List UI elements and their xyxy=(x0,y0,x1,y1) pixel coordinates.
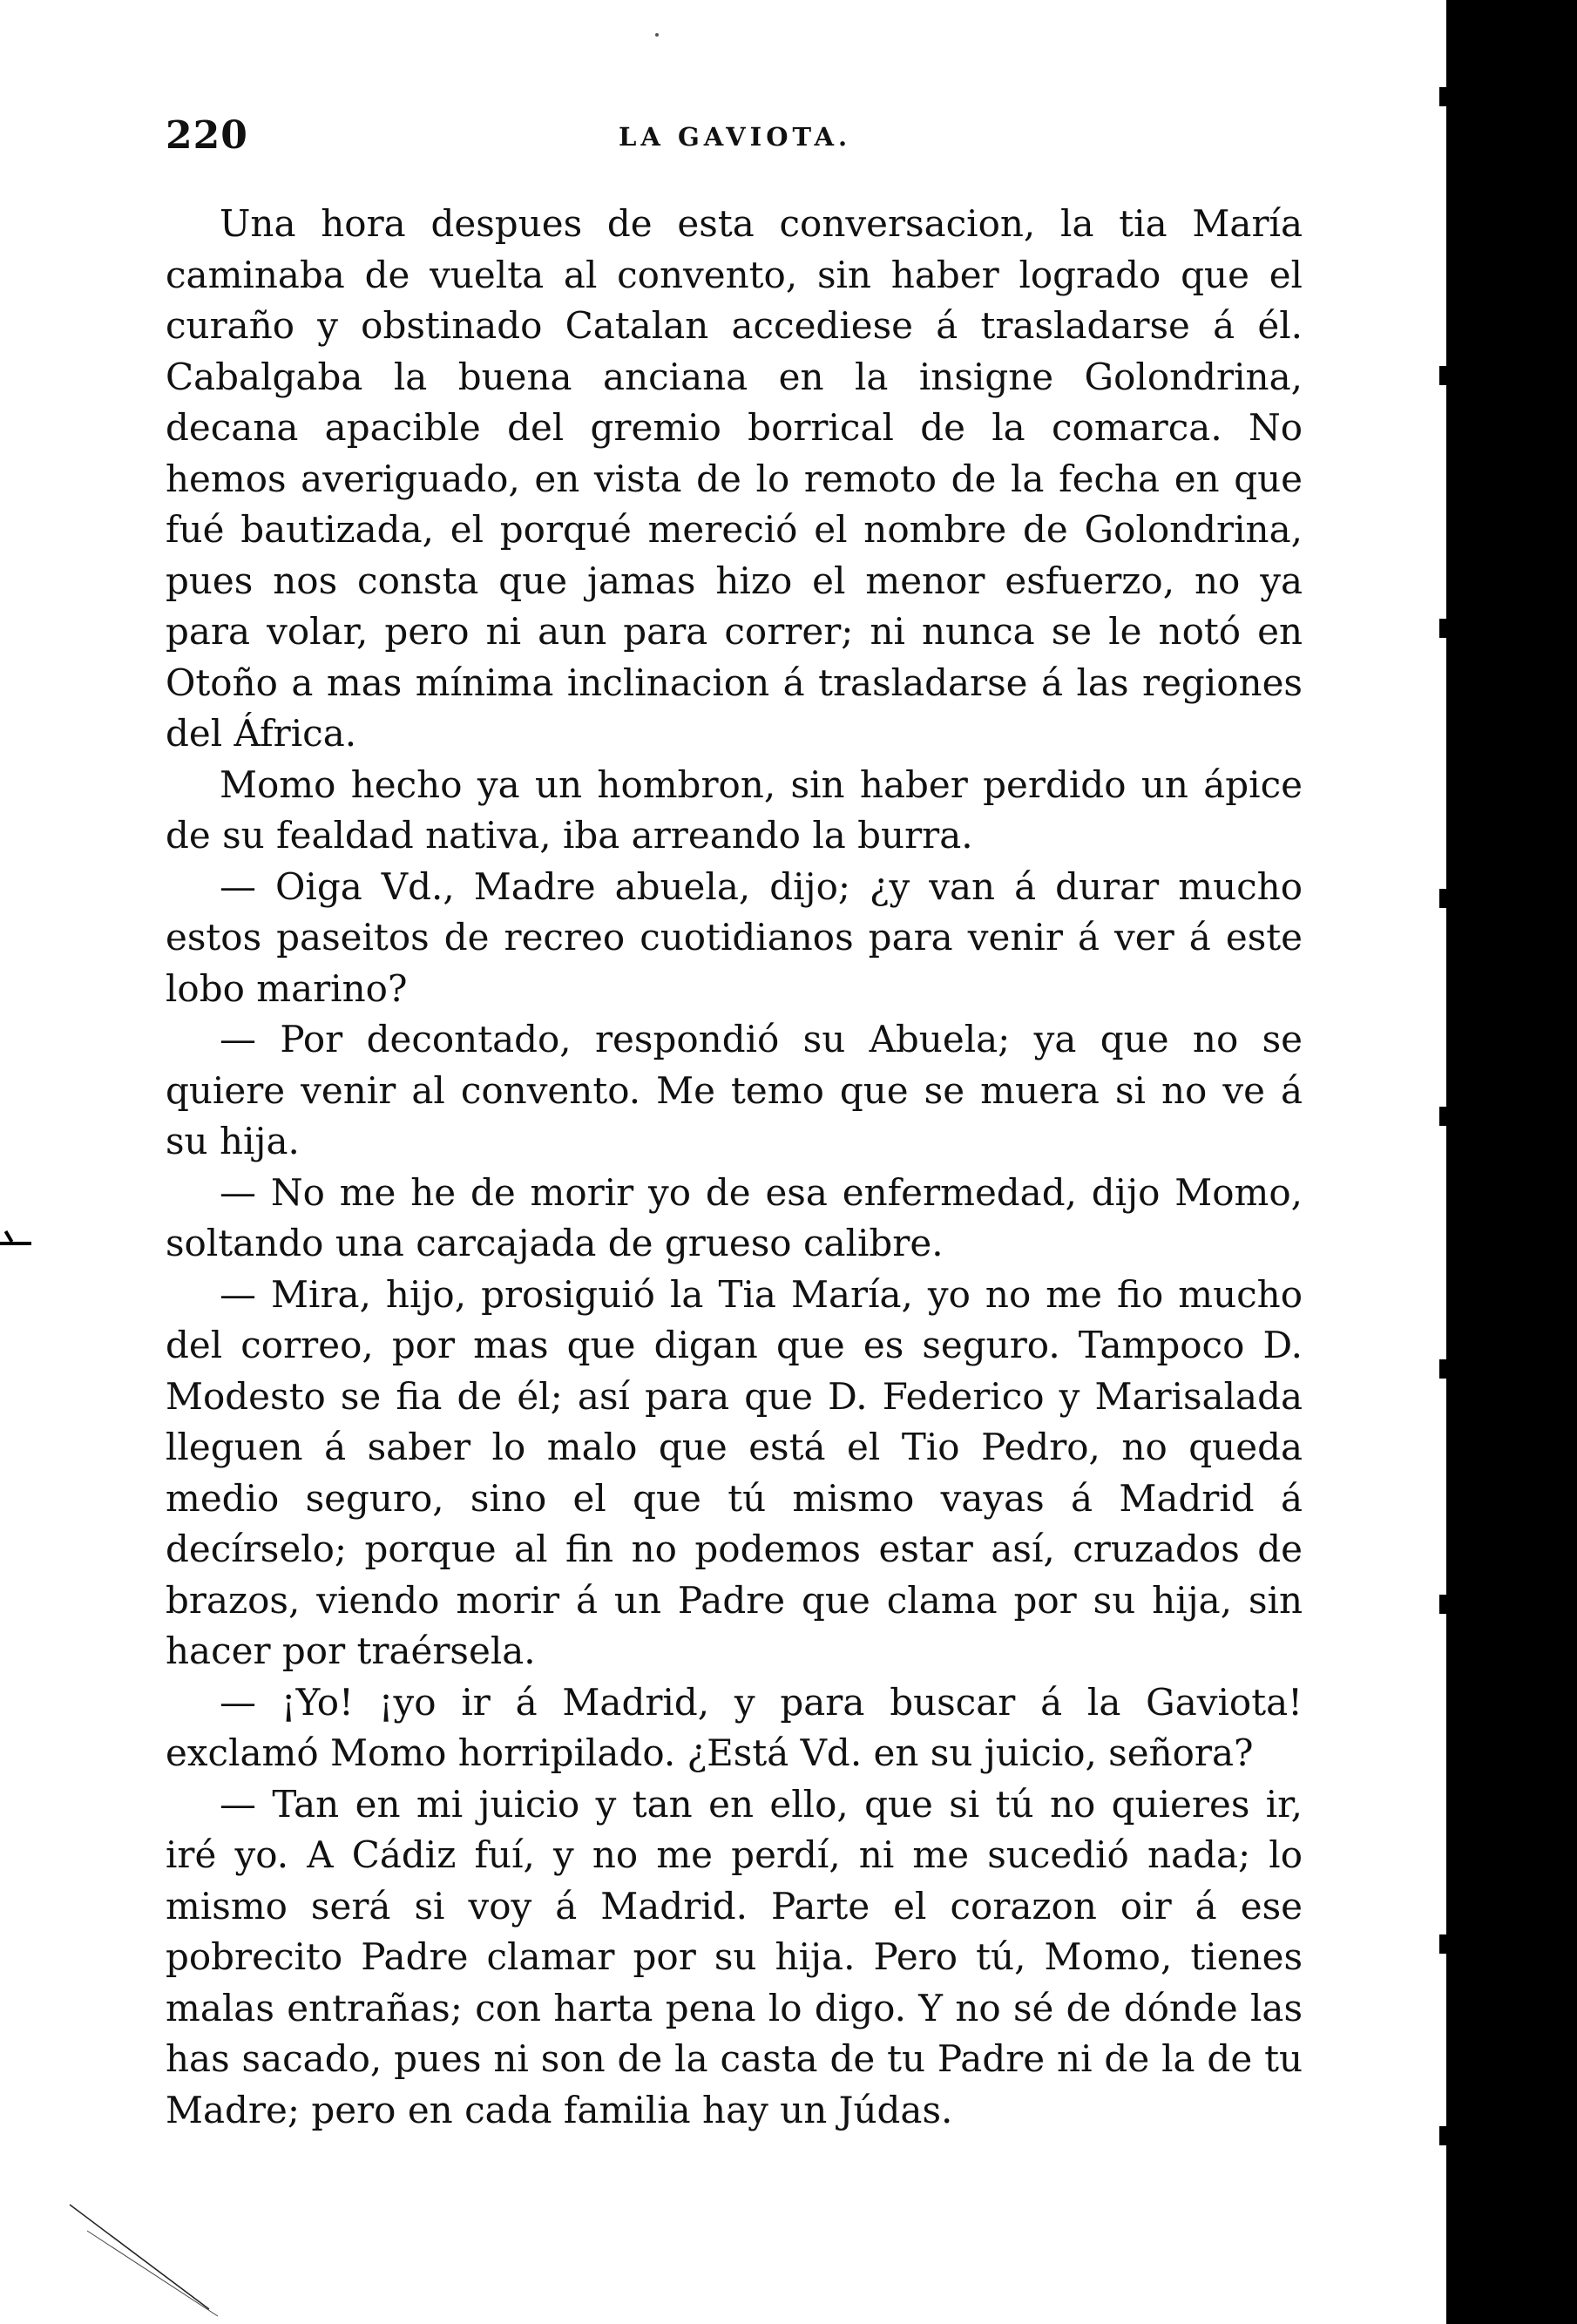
running-title: LA GAVIOTA. xyxy=(619,122,852,152)
margin-tick xyxy=(4,1230,13,1243)
bar-notch xyxy=(1439,1359,1448,1379)
page-header xyxy=(166,113,1307,166)
bar-notch xyxy=(1439,1595,1448,1614)
bar-notch xyxy=(1439,889,1448,908)
bar-notch xyxy=(1439,1107,1448,1126)
bar-notch xyxy=(1439,619,1448,638)
scratch-line-1 xyxy=(70,2205,209,2309)
paragraph-1: Una hora despues de esta conversacion, la tia María caminaba de vuelta al convento, sin haber logrado que el curaño y obstinado Catalan accediese á trasladarse á él. Cabalgaba la buena anciana en la insigne Golondrina, decana apacible del gremio borrical de la comarca. No hemos averiguado, en vista de lo remoto de la fecha en que fué bautizada, el porqué mereció el nombre de Golondrina, pues nos consta que jamas hizo el menor esfuerzo, no ya para volar, pero ni aun para correr; ni nunca se le notó en Otoño a mas mínima inclinacion á trasladarse á las regiones del África. xyxy=(166,202,1303,755)
paragraph-7: — ¡Yo! ¡yo ir á Madrid, y para buscar á la Gaviota! exclamó Momo horripilado. ¿Está Vd. en su juicio, señora? xyxy=(166,1680,1303,1774)
corner-scratch-lines xyxy=(61,2178,235,2318)
paragraph-2: Momo hecho ya un hombron, sin haber perdido un ápice de su fealdad nativa, iba arreando la burra. xyxy=(166,762,1303,857)
bar-notch xyxy=(1439,87,1448,106)
margin-mark xyxy=(0,1242,31,1245)
paragraph-3: — Oiga Vd., Madre abuela, dijo; ¿y van á durar mucho estos paseitos de recreo cuotidianos para venir á ver á este lobo marino? xyxy=(166,864,1303,1010)
scratch-line-2 xyxy=(87,2231,218,2316)
scan-speck xyxy=(655,33,659,37)
paragraph-6: — Mira, hijo, prosiguió la Tia María, yo no me fio mucho del correo, por mas que digan que es seguro. Tampoco D. Modesto se fia de él; así para que D. Federico y Marisalada lleguen á saber lo malo que está el Tio Pedro, no queda medio seguro, sino el que tú mismo vayas á Madrid á decírselo; porque al fin no podemos estar así, cruzados de brazos, viendo morir á un Padre que clama por su hija, sin hacer por traérsela. xyxy=(166,1272,1303,1672)
page-number: 220 xyxy=(166,113,248,158)
scan-edge-bar xyxy=(1446,0,1577,2324)
body-text xyxy=(166,199,1303,2136)
bar-notch xyxy=(1439,2126,1448,2145)
bar-notch xyxy=(1439,1934,1448,1954)
paragraph-5: — No me he de morir yo de esa enfermedad, dijo Momo, soltando una carcajada de grueso calibre. xyxy=(166,1170,1303,1264)
paragraph-4: — Por decontado, respondió su Abuela; ya que no se quiere venir al convento. Me temo que se muera si no ve á su hija. xyxy=(166,1018,1303,1162)
paragraph-8: — Tan en mi juicio y tan en ello, que si tú no quieres ir, iré yo. A Cádiz fuí, y no me perdí, ni me sucedió nada; lo mismo será si voy á Madrid. Parte el corazon oir á ese pobrecito Padre clamar por su hija. Pero tú, Momo, tienes malas entrañas; con harta pena lo digo. Y no sé de dónde las has sacado, pues ni son de la casta de tu Padre ni de la de tu Madre; pero en cada familia hay un Júdas. xyxy=(166,1782,1303,2131)
bar-notch xyxy=(1439,366,1448,385)
